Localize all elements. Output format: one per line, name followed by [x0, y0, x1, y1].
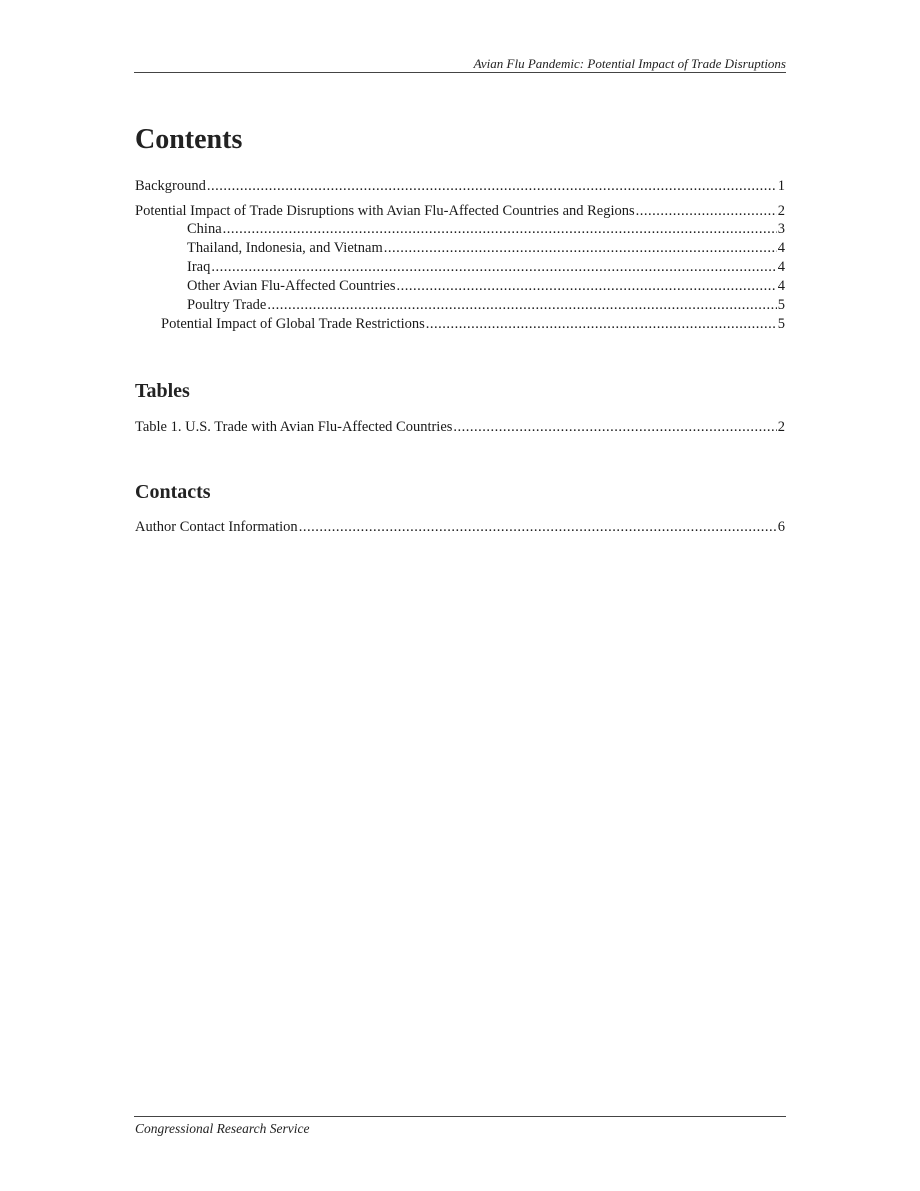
- toc-entry-author-contact[interactable]: [135, 518, 785, 536]
- toc-entry-label: Author Contact Information: [135, 519, 298, 535]
- toc-entry-label: Thailand, Indonesia, and Vietnam: [187, 240, 383, 256]
- toc-entry-label: Other Avian Flu-Affected Countries: [187, 278, 396, 294]
- dot-leader: [453, 418, 776, 436]
- toc-entry-iraq[interactable]: [135, 258, 785, 277]
- dot-leader: [299, 518, 777, 536]
- toc-entry-label: China: [187, 221, 222, 237]
- toc-entry-label: Background: [135, 178, 206, 194]
- toc-entry-label: Poultry Trade: [187, 297, 267, 313]
- dot-leader: [207, 177, 777, 195]
- toc-entry-page: 5: [777, 297, 785, 313]
- toc-entry-label: Iraq: [187, 259, 211, 275]
- toc-entry-potential-impact-trade-disruptions[interactable]: [135, 202, 785, 220]
- toc-entry-page: 3: [777, 221, 785, 237]
- dot-leader: [211, 258, 776, 277]
- toc-entry-page: 2: [777, 203, 785, 219]
- running-header: Avian Flu Pandemic: Potential Impact of Trade Disruptions: [473, 56, 786, 71]
- toc-entry-china[interactable]: [135, 220, 785, 239]
- tables-list: [135, 418, 785, 436]
- toc-entry-page: 4: [777, 240, 785, 256]
- toc-entry-label: Potential Impact of Trade Disruptions with Avian Flu-Affected Countries and Regions: [135, 203, 635, 219]
- toc-entry-thailand-indonesia-vietnam[interactable]: [135, 239, 785, 258]
- toc-entry-page: 4: [777, 278, 785, 294]
- dot-leader: [384, 239, 777, 258]
- footer-rule: [134, 1116, 786, 1117]
- toc-entry-page: 2: [777, 419, 785, 435]
- contacts-list: [135, 518, 785, 536]
- toc-entry-background[interactable]: [135, 177, 785, 195]
- tables-heading: Tables: [135, 380, 190, 402]
- toc-entry-label: Potential Impact of Global Trade Restrictions: [161, 316, 425, 332]
- dot-leader: [267, 296, 776, 315]
- toc-entry-page: 6: [777, 519, 785, 535]
- dot-leader: [636, 202, 777, 220]
- dot-leader: [426, 315, 777, 333]
- toc-entry-page: 5: [777, 316, 785, 332]
- contents-heading: Contents: [135, 124, 243, 155]
- contacts-heading: Contacts: [135, 481, 211, 503]
- dot-leader: [223, 220, 777, 239]
- contents-list: [135, 177, 785, 333]
- toc-entry-page: 1: [777, 178, 785, 194]
- toc-entry-table-1[interactable]: [135, 418, 785, 436]
- toc-entry-global-trade-restrictions[interactable]: [135, 315, 785, 333]
- toc-entry-page: 4: [777, 259, 785, 275]
- toc-entry-label: Table 1. U.S. Trade with Avian Flu-Affected Countries: [135, 419, 453, 435]
- toc-entry-other-affected-countries[interactable]: [135, 277, 785, 296]
- toc-entry-poultry-trade[interactable]: [135, 296, 785, 315]
- header-rule: [134, 72, 786, 73]
- running-footer: Congressional Research Service: [135, 1121, 310, 1136]
- dot-leader: [396, 277, 776, 296]
